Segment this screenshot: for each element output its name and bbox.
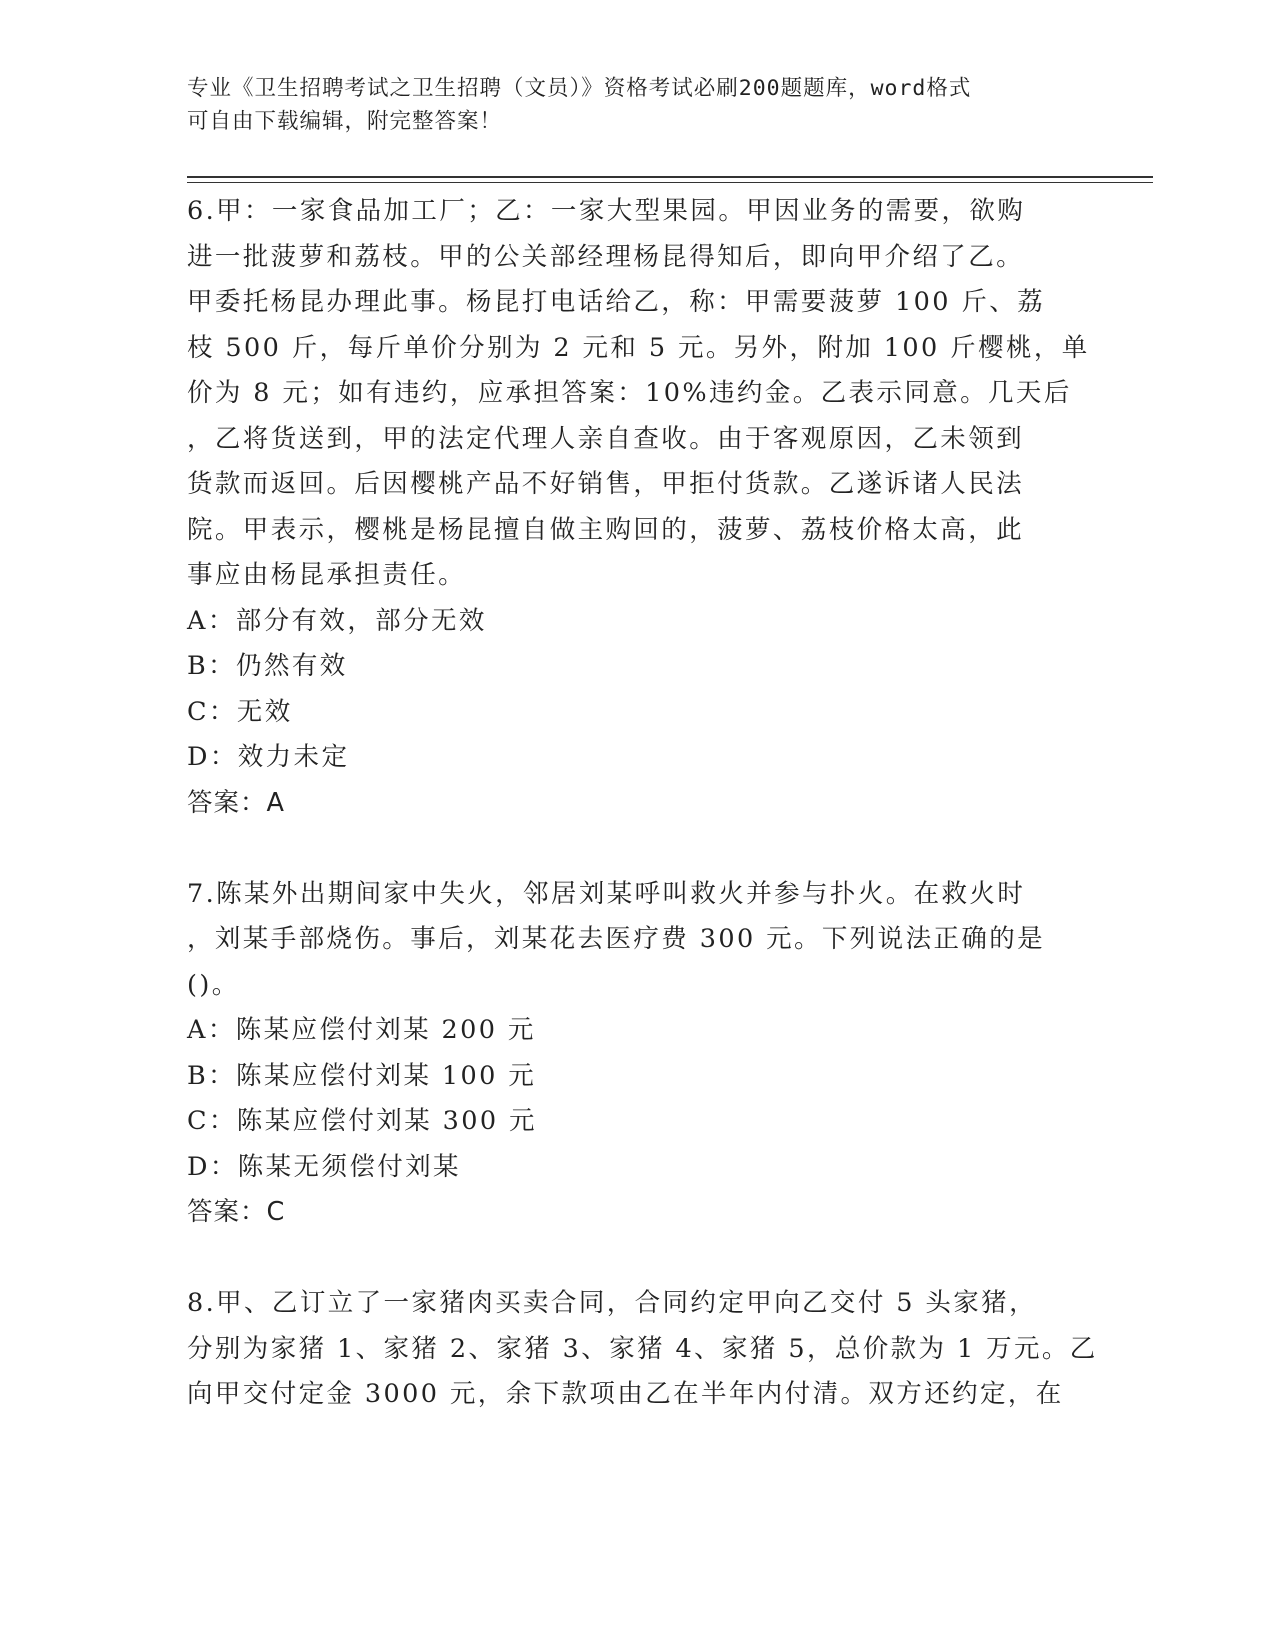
question-spacer — [187, 1236, 1087, 1282]
header-divider-thin — [187, 182, 1153, 183]
question-6 — [187, 189, 1090, 826]
header-line-2: 可自由下载编辑，附完整答案！ — [187, 109, 503, 134]
question-8 — [187, 1281, 1098, 1418]
option-a: A：陈某应偿付刘某 200 元 — [187, 1015, 536, 1045]
question-text-line: 甲委托杨昆办理此事。杨昆打电话给乙，称：甲需要菠萝 100 斤、荔 — [187, 287, 1046, 317]
option-d: D：陈某无须偿付刘某 — [187, 1151, 461, 1182]
question-7 — [187, 872, 1087, 1236]
question-text-line: 分别为家猪 1、家猪 2、家猪 3、家猪 4、家猪 5，总价款为 1 万元。乙 — [187, 1333, 1098, 1364]
question-text-line: ，刘某手部烧伤。事后，刘某花去医疗费 300 元。下列说法正确的是 — [187, 924, 1046, 954]
question-text-line: 进一批菠萝和荔枝。甲的公关部经理杨昆得知后，即向甲介绍了乙。 — [187, 241, 1025, 272]
question-list — [187, 189, 1098, 1418]
question-text-line: 院。甲表示，樱桃是杨昆擅自做主购回的，菠萝、荔枝价格太高，此 — [187, 514, 1025, 545]
option-b: B：仍然有效 — [187, 651, 348, 681]
header-line-1: 专业《卫生招聘考试之卫生招聘（文员）》资格考试必刷200题题库，word格式 — [187, 76, 972, 101]
option-c: C：无效 — [187, 696, 293, 727]
question-text-line: 价为 8 元；如有违约，应承担答案：10%违约金。乙表示同意。几天后 — [187, 378, 1072, 408]
answer-label: 答案：A — [187, 787, 285, 818]
option-b: B：陈某应偿付刘某 100 元 — [187, 1060, 537, 1091]
question-text-line: 8.甲、乙订立了一家猪肉买卖合同，合同约定甲向乙交付 5 头家猪， — [187, 1288, 1037, 1318]
question-text-line: 货款而返回。后因樱桃产品不好销售，甲拒付货款。乙遂诉诸人民法 — [187, 469, 1025, 499]
option-c: C：陈某应偿付刘某 300 元 — [187, 1106, 537, 1136]
question-text-line: 6.甲：一家食品加工厂；乙：一家大型果园。甲因业务的需要，欲购 — [187, 196, 1026, 226]
option-d: D：效力未定 — [187, 742, 350, 772]
question-text-line: 向甲交付定金 3000 元，余下款项由乙在半年内付清。双方还约定，在 — [187, 1379, 1064, 1409]
question-text-line: ()。 — [187, 969, 240, 1000]
question-text-line: 枝 500 斤，每斤单价分别为 2 元和 5 元。另外，附加 100 斤樱桃，单 — [187, 332, 1090, 363]
question-text-line: ，乙将货送到，甲的法定代理人亲自查收。由于客观原因，乙未领到 — [187, 423, 1025, 454]
question-text-line: 7.陈某外出期间家中失火，邻居刘某呼叫救火并参与扑火。在救火时 — [187, 878, 1026, 909]
header-divider-thick — [187, 176, 1153, 178]
answer-label: 答案：C — [187, 1197, 286, 1227]
question-spacer — [187, 826, 1087, 872]
document-header — [187, 72, 1067, 138]
question-text-line: 事应由杨昆承担责任。 — [187, 560, 467, 590]
option-a: A：部分有效，部分无效 — [187, 605, 487, 636]
